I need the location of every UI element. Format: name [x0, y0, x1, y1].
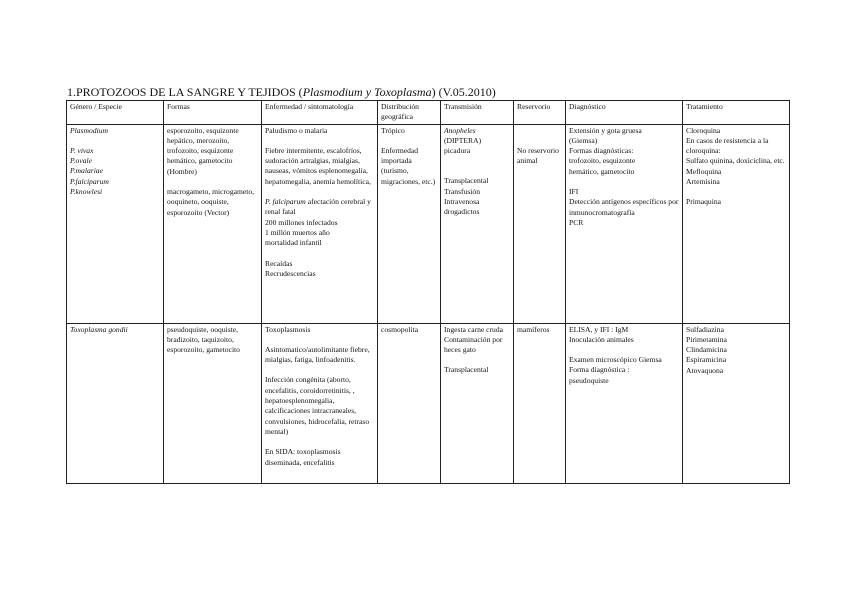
toxoplasma-congenital: Infección congénita (aborto, encefalitis, coroidorretinitis, , hepatoesplenomegalia, calcificaciones intracraneales, convulsiones, hidrocefalia, retraso mental)	[265, 375, 370, 436]
toxoplasma-distribucion: cosmopolita	[381, 324, 419, 334]
plasmodium-distribucion-cell	[378, 124, 441, 323]
toxoplasma-genero-cell	[67, 323, 164, 483]
header-tratamiento: Tratamiento	[683, 101, 790, 125]
header-reservorio: Reservorio	[514, 101, 566, 125]
plasmodium-dist-importada: Enfermedad importada (turismo, migraciones, etc.)	[381, 145, 436, 186]
plasmodium-genero-cell	[67, 124, 164, 323]
toxoplasma-diag-microscopy: Examen microscópico Giemsa Forma diagnóstica : pseudoquiste	[569, 355, 662, 385]
title-suffix: ) (V.05.2010)	[431, 85, 496, 99]
title-italic: Plasmodium y Toxoplasma	[302, 85, 432, 99]
falciparum-name: P. falciparum	[265, 197, 306, 207]
toxoplasma-symptoms: Asintomatico/autolimitante fiebre, mialgias, fatiga, linfoadenitis.	[265, 344, 370, 365]
plasmodium-falciparum-note	[265, 197, 374, 218]
header-diagnostico: Diagnóstico	[566, 101, 683, 125]
plasmodium-diag-other: IFI Detección antígenos específicos por inmunocromatografía PCR	[569, 187, 679, 227]
plasmodium-reservorio: No reservorio animal	[517, 145, 559, 165]
header-enfermedad: Enfermedad / sintomatología	[262, 101, 378, 125]
toxoplasma-reservorio: mamíferos	[517, 324, 550, 334]
plasmodium-treatment-list: Cloroquina En casos de resistencia a la cloroquina: Sulfato quinina, doxiciclina, etc. Mefloquina Artemisina	[686, 125, 785, 187]
toxoplasma-trans-ingesta: Ingesta carne cruda Contaminación por heces gato	[444, 324, 504, 355]
plasmodium-genus: Plasmodium	[70, 125, 108, 135]
plasmodium-disease-name: Paludismo o malaria	[265, 125, 328, 135]
plasmodium-formas-hombre: esporozoito, esquizonte hepático, merozoito, trofozoito, esquizonte hemático, gametocito (Hombre)	[167, 125, 239, 176]
toxoplasma-formas-cell	[164, 323, 262, 483]
header-row	[67, 101, 790, 125]
plasmodium-dist-tropico: Trópico	[381, 125, 405, 135]
plasmodium-formas-cell	[164, 124, 262, 323]
toxoplasma-diag-serology: ELISA, y IFI : IgM Inoculación animales	[569, 324, 634, 344]
toxoplasma-enfermedad-cell	[262, 323, 378, 483]
plasmodium-recaidas: Recaídas Recrudescencias	[265, 258, 316, 278]
toxoplasma-diagnostico-cell	[566, 323, 683, 483]
protozoa-table	[66, 100, 790, 484]
plasmodium-treatment-primaquina: Primaquina	[686, 197, 722, 207]
toxoplasma-transmision-cell	[441, 323, 514, 483]
plasmodium-vector-name: Anopheles	[444, 125, 476, 135]
plasmodium-diag-microscopy: Extensión y gota gruesa (Giemsa) Formas diagnósticas: trofozoito, esquizonte hemático, gametocito	[569, 125, 642, 176]
plasmodium-trans-other: Transplacental Transfusión Intravenosa drogadictos	[444, 176, 489, 217]
plasmodium-enfermedad-cell	[262, 124, 378, 323]
toxoplasma-tratamiento-cell	[683, 323, 790, 483]
toxoplasma-formas: pseudoquiste, ooquiste, bradizoito, taquizoito, esporozoito, gametocito	[167, 324, 240, 355]
header-formas: Formas	[164, 101, 262, 125]
toxoplasma-sida: En SIDA: toxoplasmosis diseminada, encefalitis	[265, 447, 341, 467]
plasmodium-vector-detail: (DIPTERA) picadura	[444, 135, 482, 156]
header-genero: Género / Especie	[67, 101, 164, 125]
plasmodium-transmision-cell	[441, 124, 514, 323]
plasmodium-formas-vector: macrogameto, microgameto, ooquineto, ooquiste, esporozoito (Vector)	[167, 187, 255, 217]
toxoplasma-disease-name: Toxoplasmosis	[265, 324, 311, 334]
toxoplasma-trans-placenta: Transplacental	[444, 365, 489, 375]
plasmodium-epidemiology: 200 millones infectados 1 millón muertos año mortalidad infantil	[265, 217, 338, 248]
header-distribucion: Distribución geográfica	[378, 101, 441, 125]
plasmodium-tratamiento-cell	[683, 124, 790, 323]
title-text: 1.PROTOZOOS DE LA SANGRE Y TEJIDOS (	[67, 85, 303, 99]
header-transmision: Transmisión	[441, 101, 514, 125]
toxoplasma-species: Toxoplasma gondii	[70, 324, 128, 334]
plasmodium-symptoms: Fiebre intermitente, escalofríos, sudoración artralgias, mialgias, nauseas, vómitos esplenomegalia, hepatomegalia, anemia hemolítica,	[265, 145, 371, 186]
plasmodium-diagnostico-cell	[566, 124, 683, 323]
toxoplasma-distribucion-cell	[378, 323, 441, 483]
plasmodium-species-list: P. vivax P.ovale P.malariae P.falciparum P.knowlesi	[70, 145, 109, 197]
toxoplasma-treatment-list: Sulfadiazina Pirimetamina Clindamicina Espiramicina Atovaquona	[686, 324, 727, 375]
toxoplasma-reservorio-cell	[514, 323, 566, 483]
falciparum-text: afectación cerebral y renal fatal	[265, 197, 371, 217]
table-row-plasmodium	[67, 124, 790, 323]
table-row-toxoplasma	[67, 323, 790, 483]
plasmodium-reservorio-cell	[514, 124, 566, 323]
page-title	[67, 85, 496, 100]
